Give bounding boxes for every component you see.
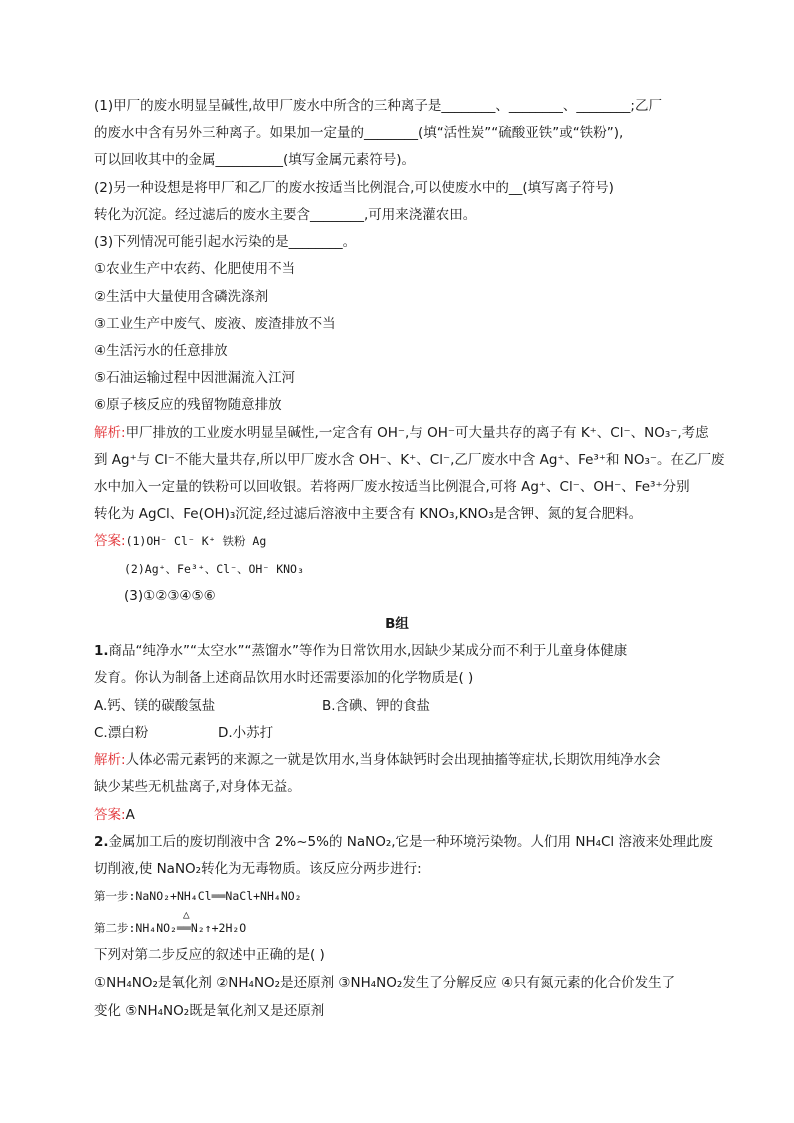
section-heading: B组 bbox=[385, 616, 409, 632]
option-a: A.钙、镁的碳酸氢盐 bbox=[94, 698, 216, 714]
analysis-text: 人体必需元素钙的来源之一就是饮用水,当身体缺钙时会出现抽搐等症状,长期饮用纯净水会 bbox=[125, 752, 661, 768]
b-question-1-options-row-1 bbox=[94, 696, 714, 716]
b-question-2-line-4: ①NH₄NO₂是氧化剂 ②NH₄NO₂是还原剂 ③NH₄NO₂发生了分解反应 ④只有氮元素的化合价发生了 bbox=[94, 975, 676, 991]
b-answer-line bbox=[94, 805, 714, 825]
reaction-step-2 bbox=[94, 908, 714, 938]
reaction-step-1: 第一步:NaNO₂+NH₄Cl══NaCl+NH₄NO₂ bbox=[94, 889, 302, 903]
answer-line-1 bbox=[94, 531, 714, 551]
question-1-line-3: 可以回收其中的金属__________(填写金属元素符号)。 bbox=[94, 152, 416, 168]
answer-text: A bbox=[125, 807, 135, 823]
analysis-line-2: 到 Ag⁺与 Cl⁻不能大量共存,所以甲厂废水含 OH⁻、K⁺、Cl⁻,乙厂废水中含 Ag⁺、Fe³⁺和 NO₃⁻。在乙厂废 bbox=[94, 452, 725, 468]
question-1-line-1: (1)甲厂的废水明显呈碱性,故甲厂废水中所含的三种离子是________、________、________;乙厂 bbox=[94, 98, 662, 114]
analysis-line-3: 水中加入一定量的铁粉可以回收银。若将两厂废水按适当比例混合,可将 Ag⁺、Cl⁻、OH⁻、Fe³⁺分别 bbox=[94, 479, 690, 495]
delta-icon: △ bbox=[182, 908, 190, 921]
b-question-2-line-3: 下列对第二步反应的叙述中正确的是( ) bbox=[94, 947, 325, 963]
analysis-label: 解析: bbox=[94, 425, 126, 441]
answer-label: 答案: bbox=[94, 807, 126, 823]
option-b: B.含碘、钾的食盐 bbox=[322, 698, 431, 714]
answer-line-3: (3)①②③④⑤⑥ bbox=[124, 588, 216, 604]
option-item: ①农业生产中农药、化肥使用不当 bbox=[94, 261, 296, 277]
question-text: 金属加工后的废切削液中含 2%~5%的 NaNO₂,它是一种环境污染物。人们用 NH₄Cl 溶液来处理此废 bbox=[108, 834, 713, 850]
answer-label: 答案: bbox=[94, 533, 126, 549]
question-1-line-2: 的废水中含有另外三种离子。如果加一定量的________(填“活性炭”“硫酸亚铁”或“铁粉”), bbox=[94, 125, 624, 141]
analysis-line-4: 转化为 AgCl、Fe(OH)₃沉淀,经过滤后溶液中主要含有 KNO₃,KNO₃是含钾、氮的复合肥料。 bbox=[94, 506, 643, 522]
option-item: ⑥原子核反应的残留物随意排放 bbox=[94, 397, 282, 413]
analysis-label: 解析: bbox=[94, 752, 126, 768]
answer-line-2: (2)Ag⁺、Fe³⁺、Cl⁻、OH⁻ KNO₃ bbox=[124, 562, 304, 576]
question-number: 2. bbox=[94, 834, 109, 850]
question-2-line-2: 转化为沉淀。经过滤后的废水主要含________,可用来浇灌农田。 bbox=[94, 207, 477, 223]
b-question-2-line-1 bbox=[94, 832, 714, 852]
option-d: D.小苏打 bbox=[218, 725, 274, 741]
question-number: 1. bbox=[94, 643, 109, 659]
analysis-line-1 bbox=[94, 423, 714, 443]
equals-arrow: ══ bbox=[176, 921, 191, 935]
b-question-1-options-row-2 bbox=[94, 723, 714, 743]
answer-text: (1)OH⁻ Cl⁻ K⁺ 铁粉 Ag bbox=[125, 534, 267, 548]
option-item: ④生活污水的任意排放 bbox=[94, 343, 228, 359]
option-c: C.漂白粉 bbox=[94, 725, 149, 741]
heat-arrow bbox=[176, 908, 191, 938]
step-2-products: N₂↑+2H₂O bbox=[190, 921, 247, 935]
question-3-line-1: (3)下列情况可能引起水污染的是________。 bbox=[94, 234, 357, 250]
b-question-2-line-2: 切削液,使 NaNO₂转化为无毒物质。该反应分两步进行: bbox=[94, 861, 422, 877]
b-question-1-line-2: 发育。你认为制备上述商品饮用水时还需要添加的化学物质是( ) bbox=[94, 670, 474, 686]
question-text: 商品“纯净水”“太空水”“蒸馏水”等作为日常饮用水,因缺少某成分而不利于儿童身体健康 bbox=[108, 643, 628, 659]
b-analysis-line-1 bbox=[94, 750, 714, 770]
analysis-text: 甲厂排放的工业废水明显呈碱性,一定含有 OH⁻,与 OH⁻可大量共存的离子有 K⁺、Cl⁻、NO₃⁻,考虑 bbox=[125, 425, 709, 441]
b-question-2-line-5: 变化 ⑤NH₄NO₂既是氧化剂又是还原剂 bbox=[94, 1003, 325, 1019]
step-2-reactant: 第二步:NH₄NO₂ bbox=[94, 921, 177, 935]
b-question-1-line-1 bbox=[94, 641, 714, 661]
option-item: ②生活中大量使用含磷洗涤剂 bbox=[94, 289, 269, 305]
option-item: ③工业生产中废气、废液、废渣排放不当 bbox=[94, 316, 336, 332]
option-item: ⑤石油运输过程中因泄漏流入江河 bbox=[94, 370, 296, 386]
question-2-line-1: (2)另一种设想是将甲厂和乙厂的废水按适当比例混合,可以使废水中的__(填写离子符号) bbox=[94, 180, 614, 196]
b-analysis-line-2: 缺少某些无机盐离子,对身体无益。 bbox=[94, 779, 301, 795]
